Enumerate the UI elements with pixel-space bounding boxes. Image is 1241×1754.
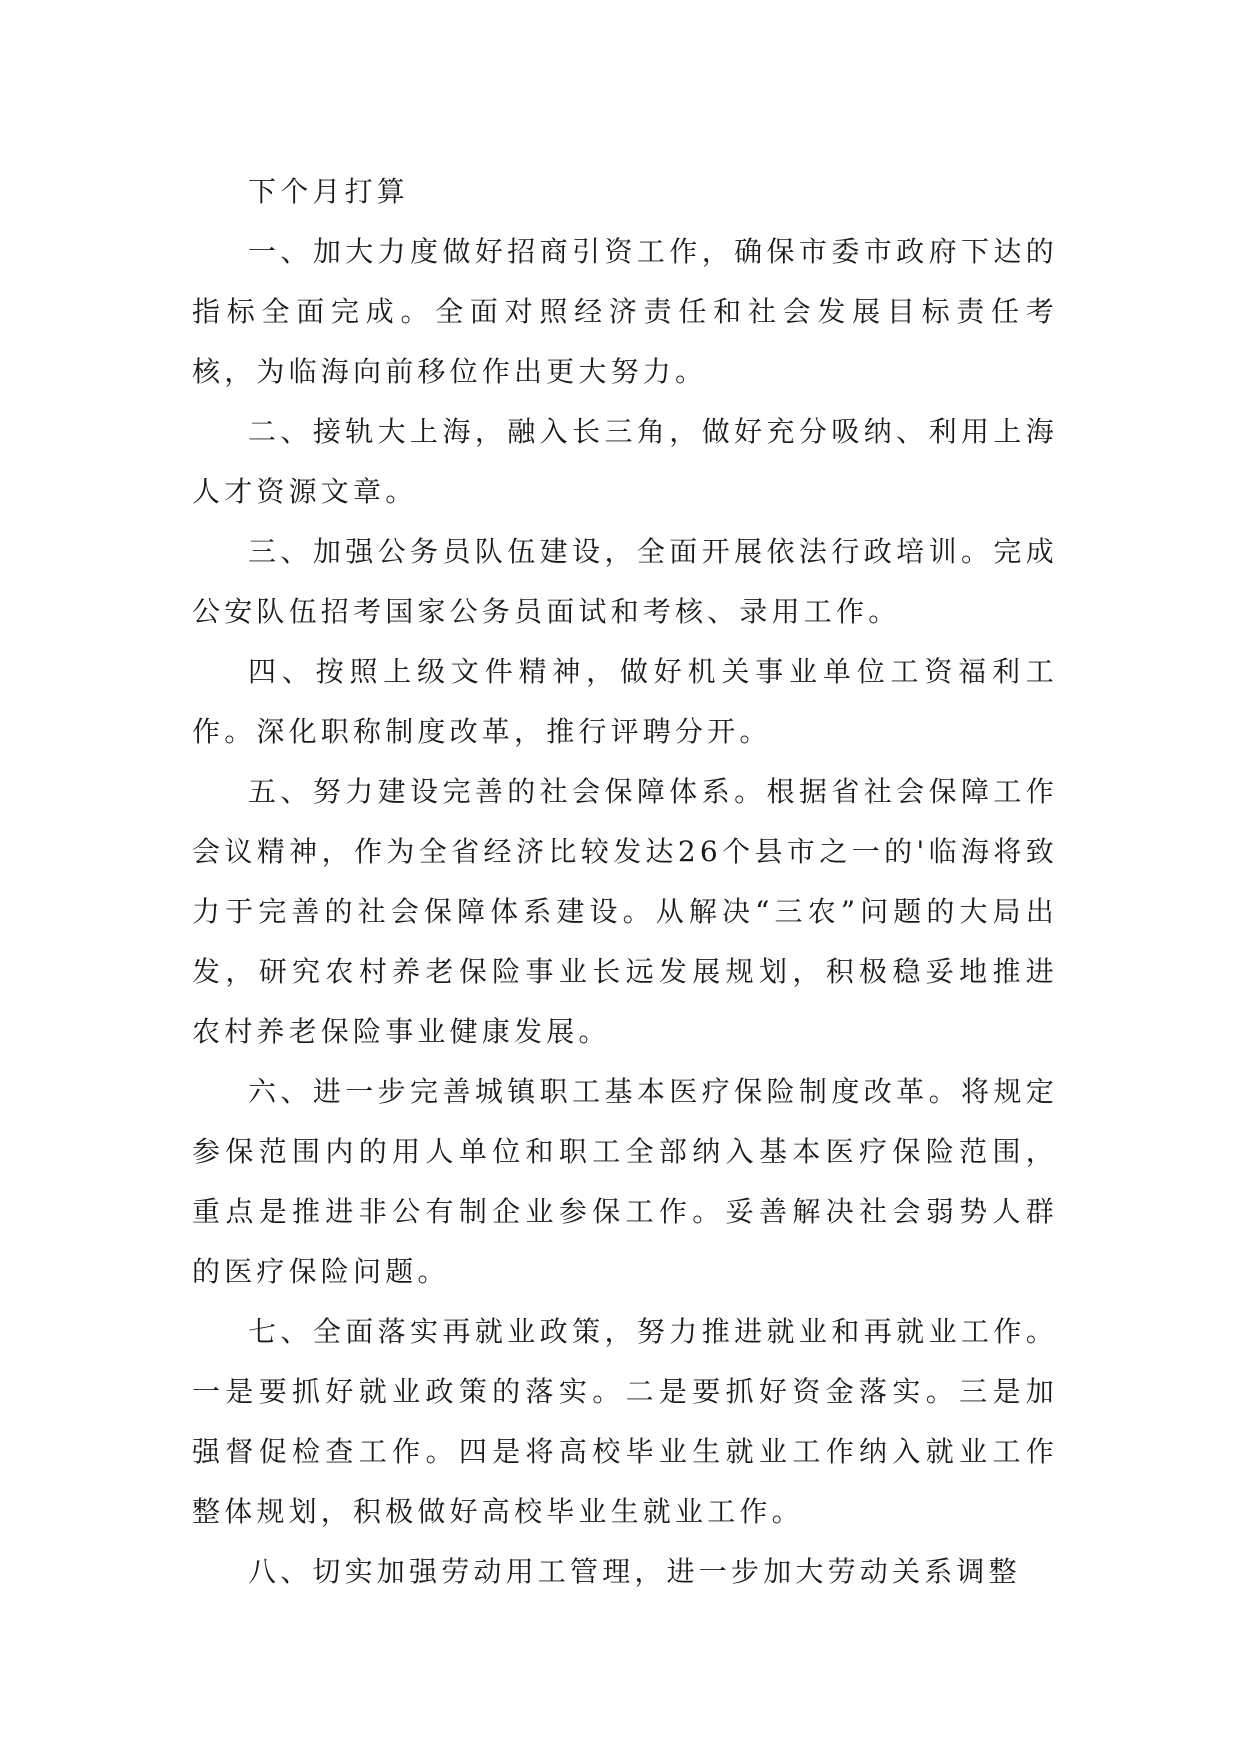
paragraph-5: 五、努力建设完善的社会保障体系。根据省社会保障工作会议精神，作为全省经济比较发达26个县市之一的'临海将致力于完善的社会保障体系建设。从解决“三农”问题的大局出发，研究农村养老保险事业长远发展规划，积极稳妥地推进农村养老保险事业健康发展。 bbox=[192, 775, 1058, 1048]
paragraph-2: 二、接轨大上海，融入长三角，做好充分吸纳、利用上海人才资源文章。 bbox=[192, 415, 1058, 508]
paragraph-7: 七、全面落实再就业政策，努力推进就业和再就业工作。一是要抓好就业政策的落实。二是要抓好资金落实。三是加强督促检查工作。四是将高校毕业生就业工作纳入就业工作整体规划，积极做好高校毕业生就业工作。 bbox=[192, 1315, 1058, 1528]
paragraph-4: 四、按照上级文件精神，做好机关事业单位工资福利工作。深化职称制度改革，推行评聘分开。 bbox=[192, 655, 1058, 748]
paragraph-1: 一、加大力度做好招商引资工作，确保市委市政府下达的指标全面完成。全面对照经济责任和社会发展目标责任考核，为临海向前移位作出更大努力。 bbox=[192, 235, 1058, 388]
document-body bbox=[192, 162, 1058, 1602]
document-heading: 下个月打算 bbox=[248, 175, 410, 208]
paragraph-3: 三、加强公务员队伍建设，全面开展依法行政培训。完成公安队伍招考国家公务员面试和考核、录用工作。 bbox=[192, 535, 1058, 628]
paragraph-8: 八、切实加强劳动用工管理，进一步加大劳动关系调整 bbox=[248, 1555, 1021, 1588]
paragraph-6: 六、进一步完善城镇职工基本医疗保险制度改革。将规定参保范围内的用人单位和职工全部纳入基本医疗保险范围，重点是推进非公有制企业参保工作。妥善解决社会弱势人群的医疗保险问题。 bbox=[192, 1075, 1058, 1288]
